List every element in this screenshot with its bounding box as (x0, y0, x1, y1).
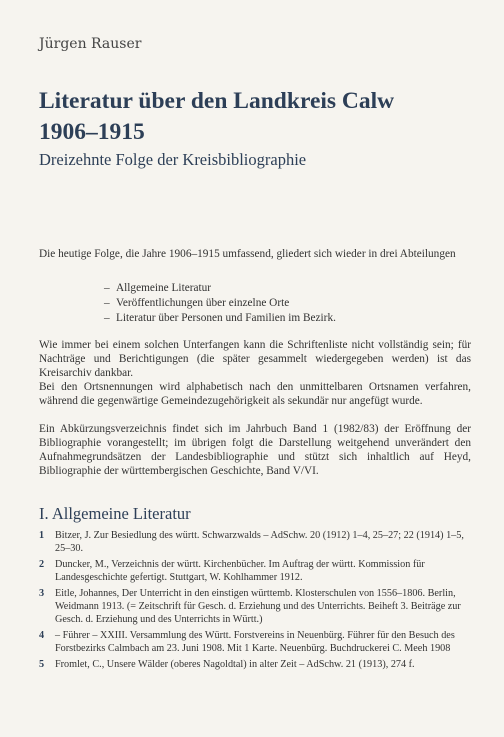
section-list (104, 281, 336, 326)
article-subtitle: Dreizehnte Folge der Kreisbibliographie (39, 150, 307, 169)
paragraph-2: Bei den Ortsnennungen wird alphabetisch nach den unmittelbaren Ortsnamen verfahren, während die gegenwärtige Gemeindezugehörigkeit als sekundär nur angefügt wurde. (39, 381, 471, 407)
entry-number: 5 (39, 659, 45, 671)
entry-number: 4 (39, 630, 45, 642)
section-heading: I. Allgemeine Literatur (39, 504, 191, 523)
entry-text: Bitzer, J. Zur Besiedlung des württ. Schwarzwalds – AdSchw. 20 (1912) 1–4, 25–27; 22 (1914) 1–5, 25–30. (55, 530, 464, 554)
entry-text: – Führer – XXIII. Versammlung des Württ. Forstvereins in Neuenbürg. Führer für den Besuch des Forstbezirks Calmbach am 23. Juni 1908. Mit 1 Karte. Neuenbürg. Buchdruckerei C. Meeh 1908 (55, 630, 455, 654)
article-title (39, 86, 479, 148)
section-list-item: – Literatur über Personen und Familien im Bezirk. (104, 312, 336, 324)
section-list-item: – Allgemeine Literatur (104, 282, 212, 294)
title-line-1: Literatur über den Landkreis Calw (39, 88, 395, 114)
entry-number: 1 (39, 530, 45, 541)
entry-text: Duncker, M., Verzeichnis der württ. Kirchenbücher. Im Auftrag der württ. Kommission für Landesgeschichte gefertigt. Stuttgart, W. Kohlhammer 1912. (55, 559, 425, 583)
bibliography-list (39, 530, 479, 676)
bibliography-entry (39, 588, 479, 626)
intro-paragraph: Die heutige Folge, die Jahre 1906–1915 umfassend, gliedert sich wieder in drei Abteilungen (39, 248, 456, 260)
bibliography-entry (39, 630, 479, 655)
entry-number: 2 (39, 559, 45, 571)
bibliography-entry (39, 659, 479, 672)
section-list-item: – Veröffentlichungen über einzelne Orte (104, 297, 290, 309)
title-line-2: 1906–1915 (39, 119, 145, 145)
entry-number: 3 (39, 588, 45, 600)
bibliography-entry (39, 559, 479, 584)
paragraph-1: Wie immer bei einem solchen Unterfangen kann die Schriftenliste nicht vollständig sein; für Nachträge und Berichtigungen (die später gesammelt wiedergegeben werden) ist das Kreisarchiv dankbar. (39, 339, 471, 379)
author-name: Jürgen Rauser (39, 36, 142, 52)
bibliography-entry (39, 530, 479, 555)
entry-text: Fromlet, C., Unsere Wälder (oberes Nagoldtal) in alter Zeit – AdSchw. 21 (1913), 274 f. (55, 659, 415, 671)
entry-text: Eitle, Johannes, Der Unterricht in den einstigen württemb. Klosterschulen von 1556–1806. Berlin, Weidmann 1913. (= Zeitschrift für Gesch. d. Erziehung und des Unterrichts. Beiheft 3. Beiträge zur Gesch. d. Erziehung und des Unterrichts in Württ.) (55, 588, 461, 625)
paragraph-3: Ein Abkürzungsverzeichnis findet sich im Jahrbuch Band 1 (1982/83) der Eröffnung der Bibliographie vorangestellt; im übrigen folgt die Darstellung weitgehend unverändert den Aufnahmegrundsätzen der Landesbibliographie und stützt sich inhaltlich auf Heyd, Bibliographie der württembergischen Geschichte, Band V/VI. (39, 423, 471, 477)
